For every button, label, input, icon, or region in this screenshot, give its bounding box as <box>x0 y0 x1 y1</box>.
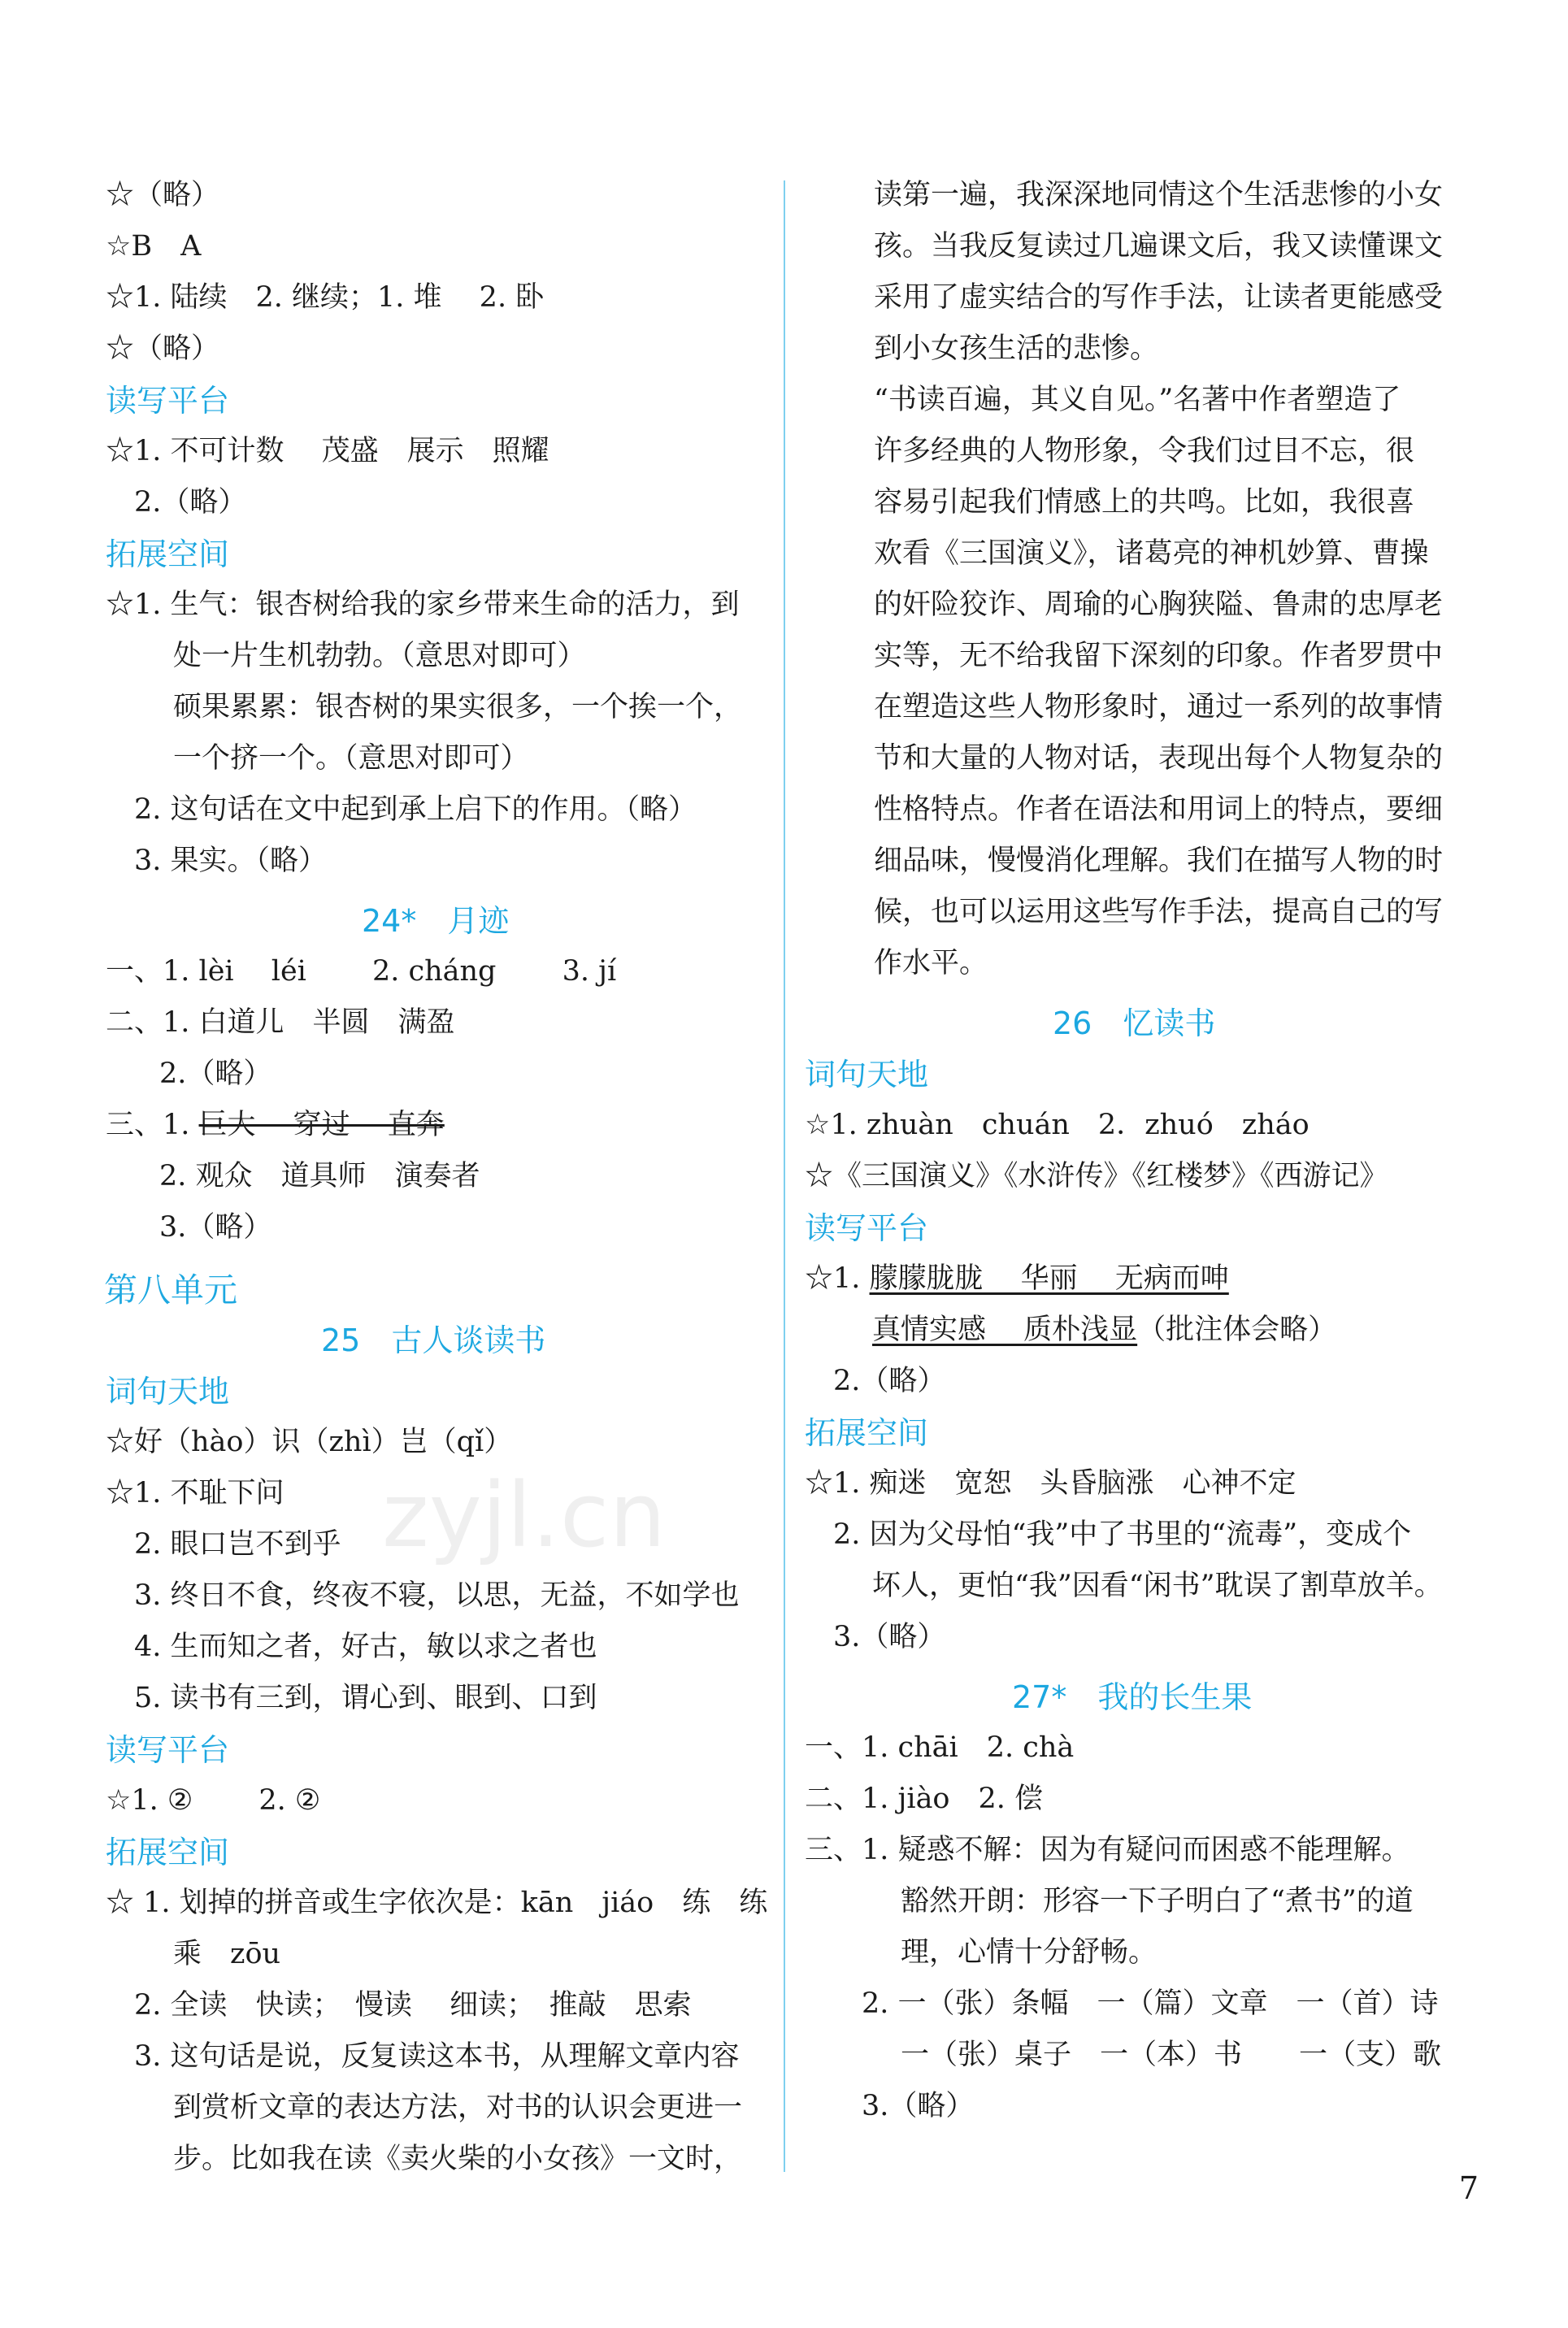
underlined-text: 真情实感 质朴浅显 <box>872 1314 1138 1346</box>
left-text-line <box>134 2039 740 2074</box>
left-text-line <box>106 1005 455 1040</box>
left-text-line <box>159 1056 271 1092</box>
line-text: 候，也可以运用这些写作手法，提高自己的写 <box>874 896 1444 928</box>
left-section-heading <box>106 536 229 573</box>
line-text: 拓展空间 <box>805 1415 929 1451</box>
right-text-line <box>833 1363 945 1399</box>
left-section-heading <box>106 1731 229 1769</box>
column-divider <box>784 180 785 2172</box>
line-text: 词句天地 <box>106 1374 230 1409</box>
line-text: ☆B A <box>106 230 202 263</box>
right-text-line <box>874 536 1429 571</box>
page-number: 7 <box>1458 2170 1479 2206</box>
line-text: 2. 一（张）条幅 一（篇）文章 一（首）诗 <box>862 1987 1439 2020</box>
left-text-line <box>106 177 219 213</box>
left-text-line <box>134 484 246 520</box>
right-text-line <box>874 945 988 981</box>
left-text-line <box>134 1680 597 1716</box>
line-text: 三、1. <box>106 1109 199 1141</box>
right-text-line <box>874 331 1158 367</box>
left-text-line <box>106 587 740 623</box>
right-text-line <box>874 433 1414 469</box>
line-text: 读第一遍，我深深地同情这个生活悲惨的小女 <box>874 179 1444 211</box>
left-text-line <box>106 280 544 315</box>
right-text-line <box>901 1935 1157 1970</box>
line-text: 拓展空间 <box>106 1835 230 1870</box>
line-text: 2.（略） <box>159 1058 272 1090</box>
right-text-line <box>862 2088 974 2124</box>
line-text: 读写平台 <box>106 383 230 419</box>
line-text: 处一片生机勃勃。（意思对即可） <box>173 640 586 672</box>
right-text-line <box>874 843 1443 879</box>
right-text-line <box>833 1517 1411 1553</box>
line-text: 实等，无不给我留下深刻的印象。作者罗贯中 <box>874 640 1444 672</box>
line-text: 5. 读书有三到，谓心到、眼到、口到 <box>134 1682 597 1714</box>
left-text-line <box>106 953 616 989</box>
right-text-line <box>874 382 1401 418</box>
left-text-line <box>173 2090 742 2126</box>
line-text: 在塑造这些人物形象时，通过一系列的故事情 <box>874 691 1444 723</box>
right-text-line <box>805 1832 1410 1868</box>
left-section-heading <box>106 1373 229 1410</box>
line-text: ☆1. 陆续 2. 继续；1. 堆 2. 卧 <box>106 281 545 314</box>
line-text: 3.（略） <box>159 1211 272 1244</box>
right-lesson-title <box>1012 1679 1252 1716</box>
left-text-line <box>106 1885 767 1921</box>
line-text: 到赏析文章的表达方法，对书的认识会更进一 <box>173 2091 743 2124</box>
line-text: 26 忆读书 <box>1053 1005 1216 1041</box>
right-section-heading <box>805 1414 928 1452</box>
line-text: 3. 终日不食，终夜不寝，以思，无益，不如学也 <box>134 1579 740 1612</box>
right-text-line <box>805 1107 1310 1143</box>
line-text: 到小女孩生活的悲惨。 <box>874 332 1159 365</box>
line-text: ☆1. ② 2. ② <box>106 1784 321 1817</box>
line-text: ☆1. 痴迷 宽恕 头昏脑涨 心神不定 <box>805 1467 1297 1500</box>
right-section-heading <box>805 1056 928 1093</box>
left-text-line <box>134 1629 597 1665</box>
right-text-line <box>872 1312 1336 1348</box>
left-text-line <box>173 741 529 776</box>
line-text: 拓展空间 <box>106 536 230 572</box>
right-section-heading <box>805 1210 928 1247</box>
left-text-line <box>134 1987 692 2023</box>
right-text-line <box>833 1619 945 1655</box>
left-text-line <box>134 1578 740 1614</box>
left-text-line <box>106 1107 445 1143</box>
line-text: 作水平。 <box>874 947 988 979</box>
line-text: 一、1. chāi 2. chà <box>805 1731 1075 1764</box>
line-text: 孩。当我反复读过几遍课文后，我又读懂课文 <box>874 230 1444 263</box>
line-text: 理，心情十分舒畅。 <box>901 1936 1158 1969</box>
right-text-line <box>805 1781 1043 1817</box>
line-text: ☆1. 不耻下问 <box>106 1477 284 1509</box>
right-text-line <box>874 638 1443 674</box>
line-text: ☆1. <box>805 1262 870 1295</box>
left-lesson-title <box>321 1322 545 1359</box>
line-text: 3.（略） <box>862 2090 975 2122</box>
right-text-line <box>805 1466 1297 1501</box>
line-text: ☆好（hào）识（zhì）岂（qǐ） <box>106 1426 513 1458</box>
left-text-line <box>134 843 327 879</box>
line-text: 第八单元 <box>104 1270 237 1310</box>
line-text: 读写平台 <box>805 1210 929 1246</box>
line-text: 2. 这句话在文中起到承上启下的作用。（略） <box>134 793 697 826</box>
line-text: 3. 这句话是说，反复读这本书，从理解文章内容 <box>134 2040 740 2073</box>
left-text-line <box>159 1210 271 1245</box>
right-text-line <box>874 280 1443 315</box>
line-text: ☆1. 不可计数 茂盛 展示 照耀 <box>106 435 549 467</box>
line-text: 坏人，更怕“我”因看“闲书”耽误了割草放羊。 <box>872 1570 1443 1602</box>
left-section-heading <box>106 1834 229 1871</box>
line-text: 二、1. jiào 2. 偿 <box>805 1783 1044 1815</box>
right-text-line <box>874 484 1414 520</box>
line-text: 2.（略） <box>833 1365 946 1397</box>
right-text-line <box>901 1883 1414 1919</box>
line-text: ☆（略） <box>106 179 220 211</box>
line-text: 3. 果实。（略） <box>134 845 328 877</box>
line-text: 硕果累累：银杏树的果实很多，一个挨一个， <box>173 691 743 723</box>
line-text: 一个挤一个。（意思对即可） <box>173 742 529 775</box>
line-text: 2. 眼口岂不到乎 <box>134 1528 341 1561</box>
right-lesson-title <box>1053 1005 1215 1042</box>
left-text-line <box>159 1158 480 1194</box>
left-text-line <box>106 1783 320 1818</box>
line-text: 2.（略） <box>134 486 247 519</box>
line-text: 4. 生而知之者，好古，敏以求之者也 <box>134 1631 597 1663</box>
left-lesson-title <box>362 902 509 940</box>
line-text: 许多经典的人物形象，令我们过目不忘，很 <box>874 435 1415 467</box>
right-text-line <box>805 1158 1388 1194</box>
line-text: 读写平台 <box>106 1732 230 1768</box>
line-text: 24* 月迹 <box>362 903 510 939</box>
struck-text: 巨大 穿过 直奔 <box>198 1109 445 1141</box>
right-text-line <box>874 894 1443 930</box>
line-text: 25 古人谈读书 <box>321 1323 546 1358</box>
line-text: 27* 我的长生果 <box>1012 1679 1253 1715</box>
left-unit-heading <box>104 1270 237 1310</box>
line-text: 二、1. 白道儿 半圆 满盈 <box>106 1006 455 1039</box>
right-text-line <box>874 792 1443 827</box>
line-text: ☆（略） <box>106 332 220 365</box>
right-text-line <box>874 228 1443 264</box>
line-text: ☆ 1. 划掉的拼音或生字依次是：kān jiáo 练 练 <box>106 1887 768 1919</box>
left-text-line <box>134 792 697 827</box>
line-text: 细品味，慢慢消化理解。我们在描写人物的时 <box>874 845 1444 877</box>
left-text-line <box>106 433 549 469</box>
line-text: 欢看《三国演义》，诸葛亮的神机妙算、曹操 <box>874 537 1429 570</box>
right-text-line <box>901 2037 1441 2073</box>
line-text: ☆《三国演义》《水浒传》《红楼梦》《西游记》 <box>805 1160 1388 1192</box>
left-text-line <box>173 1936 280 1972</box>
left-text-line <box>173 689 742 725</box>
right-text-line <box>874 177 1443 213</box>
line-text: 的奸险狡诈、周瑜的心胸狭隘、鲁肃的忠厚老 <box>874 589 1444 621</box>
line-text: 3.（略） <box>833 1621 946 1653</box>
right-text-line <box>874 689 1443 725</box>
line-text: 节和大量的人物对话，表现出每个人物复杂的 <box>874 742 1444 775</box>
left-text-line <box>173 638 586 674</box>
line-text: 2. 因为父母怕“我”中了书里的“流毒”，变成个 <box>833 1518 1412 1551</box>
left-text-line <box>106 1424 512 1460</box>
line-text: 采用了虚实结合的写作手法，让读者更能感受 <box>874 281 1444 314</box>
line-text: 词句天地 <box>805 1057 929 1092</box>
right-text-line <box>874 587 1443 623</box>
line-tail-text: （批注体会略） <box>1137 1314 1337 1346</box>
left-text-line <box>106 1475 284 1511</box>
right-text-line <box>805 1730 1074 1766</box>
line-text: 步。比如我在读《卖火柴的小女孩》一文时， <box>173 2143 743 2175</box>
line-text: 2. 全读 快读； 慢读 细读； 推敲 思索 <box>134 1989 692 2022</box>
line-text: 容易引起我们情感上的共鸣。比如，我很喜 <box>874 486 1415 519</box>
right-text-line <box>872 1568 1443 1604</box>
line-text: 乘 zōu <box>173 1938 281 1970</box>
line-text: 豁然开朗：形容一下子明白了“煮书”的道 <box>901 1885 1414 1918</box>
right-text-line <box>874 741 1443 776</box>
line-text: 一、1. lèi léi 2. cháng 3. jí <box>106 955 617 988</box>
line-text: ☆1. zhuàn chuán 2．zhuó zháo <box>805 1109 1310 1141</box>
left-section-heading <box>106 382 229 419</box>
right-text-line <box>862 1986 1439 2022</box>
line-text: 性格特点。作者在语法和用词上的特点，要细 <box>874 793 1444 826</box>
right-text-line <box>805 1261 1229 1296</box>
line-text: “书读百遍，其义自见。”名著中作者塑造了 <box>874 384 1401 416</box>
underlined-text: 朦朦胧胧 华丽 无病而呻 <box>869 1262 1229 1295</box>
left-text-line <box>173 2141 742 2177</box>
line-text: 2. 观众 道具师 演奏者 <box>159 1160 480 1192</box>
line-text: ☆1. 生气：银杏树给我的家乡带来生命的活力，到 <box>106 589 740 621</box>
left-text-line <box>106 331 219 367</box>
watermark: zyjl.cn <box>382 1463 667 1567</box>
line-text: 一（张）桌子 一（本）书 一（支）歌 <box>901 2039 1442 2071</box>
line-text: 三、1. 疑惑不解：因为有疑问而困惑不能理解。 <box>805 1834 1410 1866</box>
left-text-line <box>106 228 201 264</box>
left-text-line <box>134 1527 341 1562</box>
